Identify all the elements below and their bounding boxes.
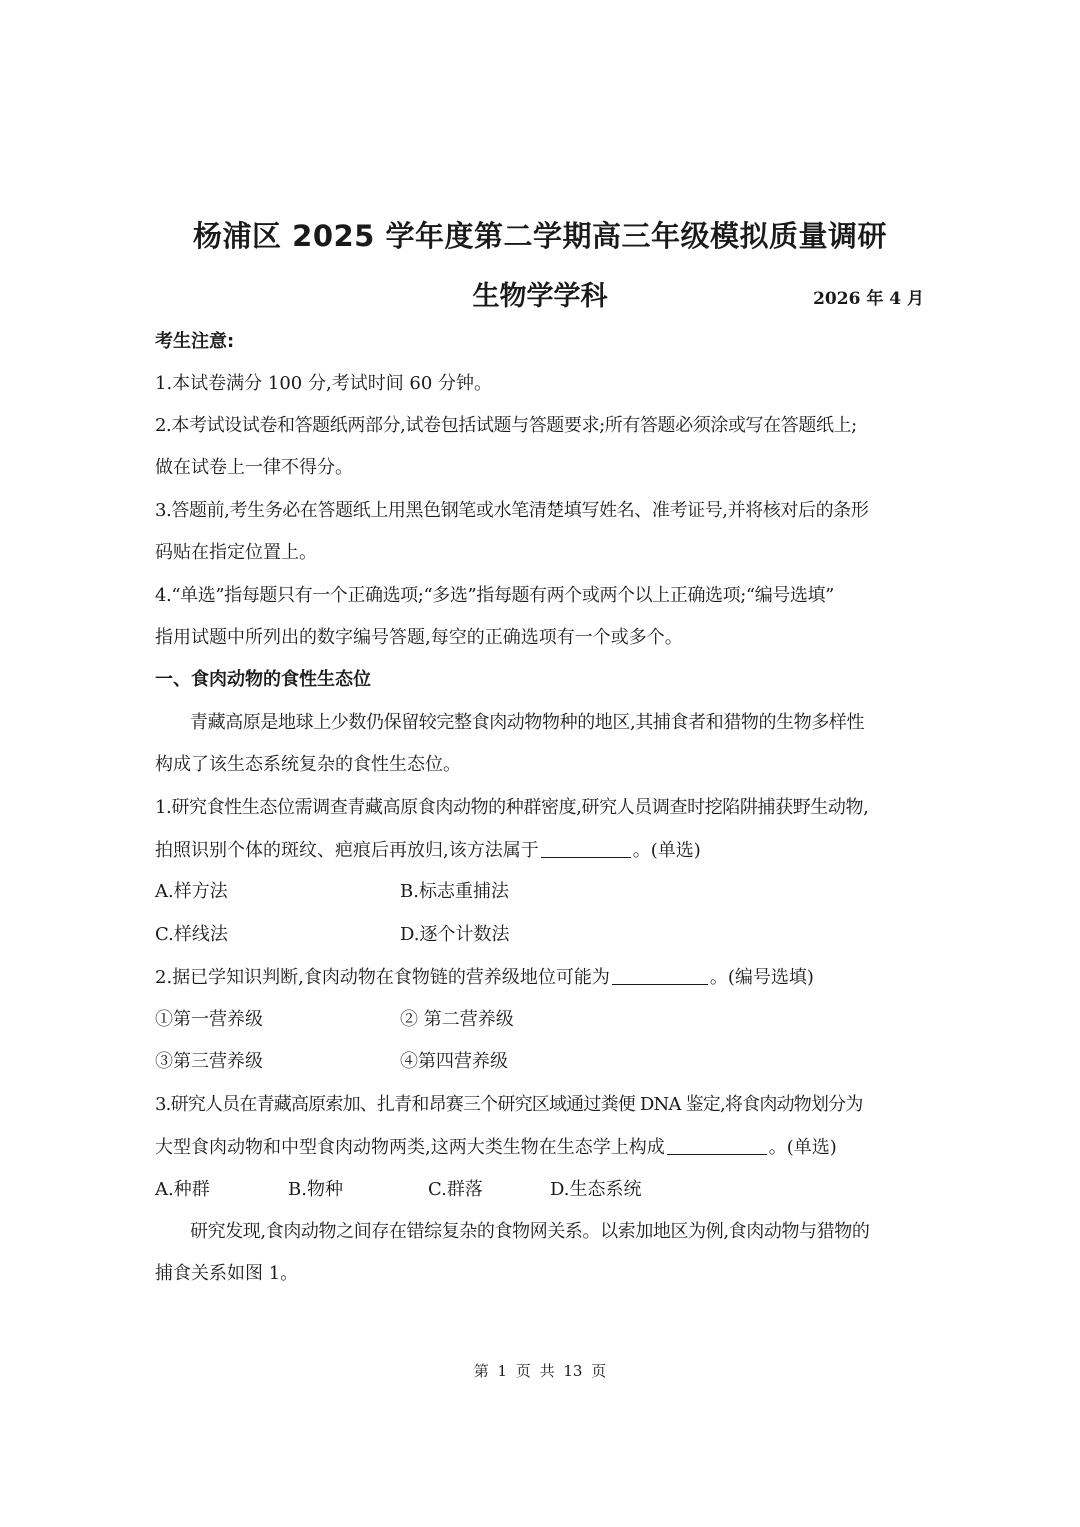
q3-option-c: C.群落 xyxy=(428,1179,483,1200)
q2-answer-blank xyxy=(612,966,708,985)
q3-option-a: A.种群 xyxy=(155,1179,210,1200)
q2-option-4: ④第四营养级 xyxy=(400,1051,508,1072)
q3-option-d: D.生态系统 xyxy=(550,1179,642,1200)
q3-line-a: 3.研究人员在青藏高原索加、扎青和昂赛三个研究区域通过粪便 DNA 鉴定,将食肉动物划分为 xyxy=(155,1094,863,1115)
section-heading: 一、食肉动物的食性生态位 xyxy=(155,669,371,690)
q1-option-a: A.样方法 xyxy=(155,881,228,902)
q3-answer-blank xyxy=(667,1136,767,1155)
q2-option-1: ①第一营养级 xyxy=(155,1009,263,1030)
notice-line-2a: 2.本考试设试卷和答题纸两部分,试卷包括试题与答题要求;所有答题必须涂或写在答题纸上; xyxy=(155,415,857,436)
section-outro-a: 研究发现,食肉动物之间存在错综复杂的食物网关系。以索加地区为例,食肉动物与猎物的 xyxy=(190,1221,870,1242)
q3-option-b: B.物种 xyxy=(288,1179,343,1200)
q1-stem-text: 拍照识别个体的斑纹、疤痕后再放归,该方法属于 xyxy=(155,840,539,861)
q1-type-text: 。(单选) xyxy=(632,840,701,861)
notice-heading: 考生注意: xyxy=(155,331,235,352)
page-number: 第 1 页 共 13 页 xyxy=(473,1362,607,1380)
notice-line-4b: 指用试题中所列出的数字编号答题,每空的正确选项有一个或多个。 xyxy=(155,627,683,648)
q3-line-b xyxy=(155,1136,837,1159)
q1-line-b xyxy=(155,839,701,862)
q1-answer-blank xyxy=(541,839,631,858)
q2-stem-text: 2.据已学知识判断,食肉动物在食物链的营养级地位可能为 xyxy=(155,967,610,988)
q2-type-text: 。(编号选填) xyxy=(709,967,814,988)
q2-line xyxy=(155,966,814,989)
exam-date: 2026 年 4 月 xyxy=(813,289,924,309)
q1-option-c: C.样线法 xyxy=(155,924,228,945)
section-outro-b: 捕食关系如图 1。 xyxy=(155,1263,299,1284)
q3-stem-text: 大型食肉动物和中型食肉动物两类,这两大类生物在生态学上构成 xyxy=(155,1137,665,1158)
q2-option-2: ② 第二营养级 xyxy=(400,1009,514,1030)
subject-title: 生物学学科 xyxy=(472,281,608,312)
notice-line-2b: 做在试卷上一律不得分。 xyxy=(155,457,353,478)
q1-option-b: B.标志重捕法 xyxy=(400,881,509,902)
notice-line-3b: 码贴在指定位置上。 xyxy=(155,542,317,563)
notice-line-4a: 4.“单选”指每题只有一个正确选项;“多选”指每题有两个或两个以上正确选项;“编号选填” xyxy=(155,585,834,606)
q3-type-text: 。(单选) xyxy=(768,1137,837,1158)
section-intro-b: 构成了该生态系统复杂的食性生态位。 xyxy=(155,754,461,775)
q2-option-3: ③第三营养级 xyxy=(155,1051,263,1072)
notice-line-3a: 3.答题前,考生务必在答题纸上用黑色钢笔或水笔清楚填写姓名、准考证号,并将核对后的条形 xyxy=(155,500,869,521)
q1-option-d: D.逐个计数法 xyxy=(400,924,510,945)
section-intro-a: 青藏高原是地球上少数仍保留较完整食肉动物物种的地区,其捕食者和猎物的生物多样性 xyxy=(190,712,865,733)
exam-title: 杨浦区 2025 学年度第二学期高三年级模拟质量调研 xyxy=(193,219,887,253)
notice-line-1: 1.本试卷满分 100 分,考试时间 60 分钟。 xyxy=(155,373,493,394)
q1-line-a: 1.研究食性生态位需调查青藏高原食肉动物的种群密度,研究人员调查时挖陷阱捕获野生动物, xyxy=(155,797,869,818)
